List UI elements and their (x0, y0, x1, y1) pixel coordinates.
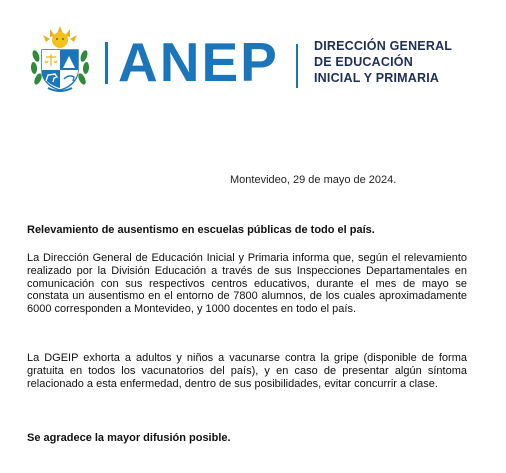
body-paragraph: La DGEIP exhorta a adultos y niños a vacunarse contra la gripe (disponible de forma gratuita en todos los vacunatorios del país), y en caso de presentar algún síntoma relacionado a esta enfermedad, dentro de sus posibilidades, evitar concurrir a clase. (27, 352, 467, 390)
uruguay-coat-of-arms-icon (28, 26, 92, 92)
document-date: Montevideo, 29 de mayo de 2024. (230, 174, 397, 186)
body-paragraph: La Dirección General de Educación Inicial y Primaria informa que, según el relevamiento realizado por la División Educación a través de sus Inspecciones Departamentales en comunicación con sus respectivos centros educativos, durante el mes de mayo se constata un ausentismo en el entorno de 7800 alumnos, de los cuales aproximadamente 6000 corresponden a Montevideo, y 1000 docentes en todo el país. (27, 252, 467, 316)
divider (296, 44, 298, 88)
institution-name-line: DE EDUCACIÓN (314, 55, 413, 69)
institution-name-line: DIRECCIÓN GENERAL (314, 39, 453, 53)
anep-logo: ANEP (118, 31, 279, 93)
closing-line: Se agradece la mayor difusión posible. (27, 432, 231, 444)
institution-name (314, 38, 452, 86)
divider (105, 42, 108, 84)
document-title: Relevamiento de ausentismo en escuelas públicas de todo el país. (27, 224, 375, 236)
institution-name-line: INICIAL Y PRIMARIA (314, 71, 440, 85)
letterhead (28, 26, 488, 92)
